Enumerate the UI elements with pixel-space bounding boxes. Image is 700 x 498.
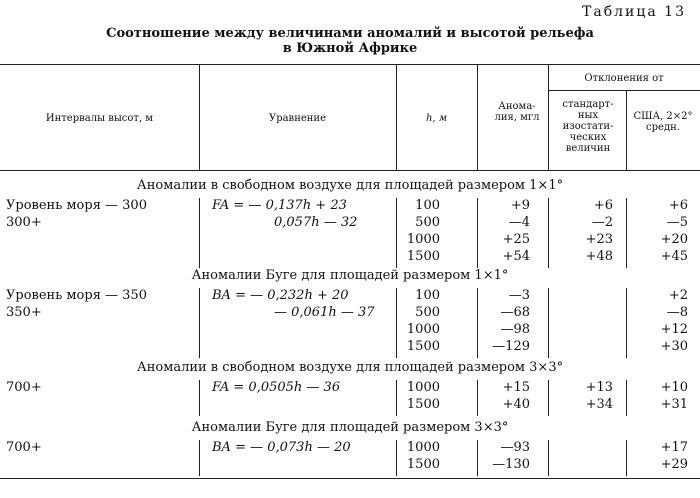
body-divider <box>548 198 549 268</box>
header-top-rule <box>0 64 700 65</box>
col-header-deviations: Отклонения от <box>584 73 664 84</box>
body-divider <box>396 440 397 476</box>
usa-deviation-value: +6 <box>668 198 688 213</box>
anomaly-value: —130 <box>492 457 530 472</box>
body-divider <box>396 198 397 268</box>
anomaly-value: +15 <box>502 380 530 395</box>
body-divider <box>626 380 627 416</box>
col-header-anomaly: Анома-лия, мгл <box>494 101 540 123</box>
deviation-subrule <box>548 90 700 91</box>
h-value: 1500 <box>406 339 440 354</box>
body-divider <box>626 440 627 476</box>
h-value: 1500 <box>406 249 440 264</box>
header-divider-5 <box>626 90 627 170</box>
body-divider <box>477 440 478 476</box>
usa-deviation-value: +31 <box>660 397 688 412</box>
anomaly-value: —98 <box>500 322 530 337</box>
body-divider <box>548 440 549 476</box>
body-divider <box>199 380 200 416</box>
anomaly-value: +54 <box>502 249 530 264</box>
equation: BA = — 0,232h + 20 <box>212 288 349 303</box>
usa-deviation-value: +20 <box>660 232 688 247</box>
anomaly-value: +9 <box>510 198 530 213</box>
body-divider <box>477 288 478 358</box>
table-subtitle: в Южной Африке <box>282 41 418 56</box>
usa-deviation-value: +29 <box>660 457 688 472</box>
table-number: Таблица 13 <box>582 4 686 20</box>
h-value: 1000 <box>406 440 440 455</box>
h-value: 1000 <box>406 232 440 247</box>
h-value: 100 <box>415 198 440 213</box>
col-header-standard: стандарт-ных изостати-ческих величин <box>562 99 614 154</box>
body-divider <box>548 288 549 358</box>
col-header-h: h, м <box>425 113 448 124</box>
section-title: Аномалии в свободном воздухе для площадей размером 3×3° <box>136 360 564 375</box>
col-header-equation: Уравнение <box>268 113 327 124</box>
standard-deviation-value: —2 <box>591 215 613 230</box>
usa-deviation-value: +17 <box>660 440 688 455</box>
height-range: Уровень моря — 300 <box>6 198 147 213</box>
equation: — 0,061h — 37 <box>274 305 375 320</box>
equation: FA = — 0,137h + 23 <box>212 198 347 213</box>
usa-deviation-value: —5 <box>666 215 688 230</box>
height-range: 700+ <box>6 380 42 395</box>
body-divider <box>199 288 200 358</box>
body-divider <box>199 440 200 476</box>
standard-deviation-value: +34 <box>585 397 613 412</box>
section-title: Аномалии Буге для площадей размером 3×3° <box>191 420 509 435</box>
col-header-heights: Интервалы высот, м <box>45 113 154 124</box>
body-divider <box>396 288 397 358</box>
height-range: 700+ <box>6 440 42 455</box>
anomaly-value: —93 <box>500 440 530 455</box>
usa-deviation-value: +30 <box>660 339 688 354</box>
body-divider <box>626 288 627 358</box>
h-value: 1500 <box>406 457 440 472</box>
standard-deviation-value: +13 <box>585 380 613 395</box>
header-divider-3 <box>477 64 478 170</box>
anomaly-value: +40 <box>502 397 530 412</box>
body-divider <box>626 198 627 268</box>
standard-deviation-value: +6 <box>593 198 613 213</box>
section-title: Аномалии в свободном воздухе для площадей размером 1×1° <box>136 178 564 193</box>
height-range: 350+ <box>6 305 42 320</box>
h-value: 500 <box>415 215 440 230</box>
table-bottom-rule <box>0 478 700 479</box>
standard-deviation-value: +23 <box>585 232 613 247</box>
height-range: Уровень моря — 350 <box>6 288 147 303</box>
usa-deviation-value: —8 <box>666 305 688 320</box>
col-header-usa: США, 2×2° средн. <box>633 111 693 133</box>
h-value: 500 <box>415 305 440 320</box>
usa-deviation-value: +2 <box>668 288 688 303</box>
usa-deviation-value: +10 <box>660 380 688 395</box>
h-value: 1000 <box>406 380 440 395</box>
body-divider <box>548 380 549 416</box>
body-divider <box>199 198 200 268</box>
usa-deviation-value: +12 <box>660 322 688 337</box>
body-divider <box>396 380 397 416</box>
usa-deviation-value: +45 <box>660 249 688 264</box>
h-value: 100 <box>415 288 440 303</box>
h-value: 1000 <box>406 322 440 337</box>
body-divider <box>477 198 478 268</box>
anomaly-value: +25 <box>502 232 530 247</box>
section-title: Аномалии Буге для площадей размером 1×1° <box>191 268 509 283</box>
anomaly-value: —3 <box>508 288 530 303</box>
equation: BA = — 0,073h — 20 <box>212 440 351 455</box>
body-divider <box>477 380 478 416</box>
anomaly-value: —4 <box>508 215 530 230</box>
header-bottom-rule <box>0 170 700 171</box>
standard-deviation-value: +48 <box>585 249 613 264</box>
h-value: 1500 <box>406 397 440 412</box>
equation: FA = 0,0505h — 36 <box>212 380 341 395</box>
height-range: 300+ <box>6 215 42 230</box>
anomaly-value: —68 <box>500 305 530 320</box>
anomaly-value: —129 <box>492 339 530 354</box>
equation: 0,057h — 32 <box>274 215 358 230</box>
table-title: Соотношение между величинами аномалий и высотой рельефа <box>106 26 594 41</box>
